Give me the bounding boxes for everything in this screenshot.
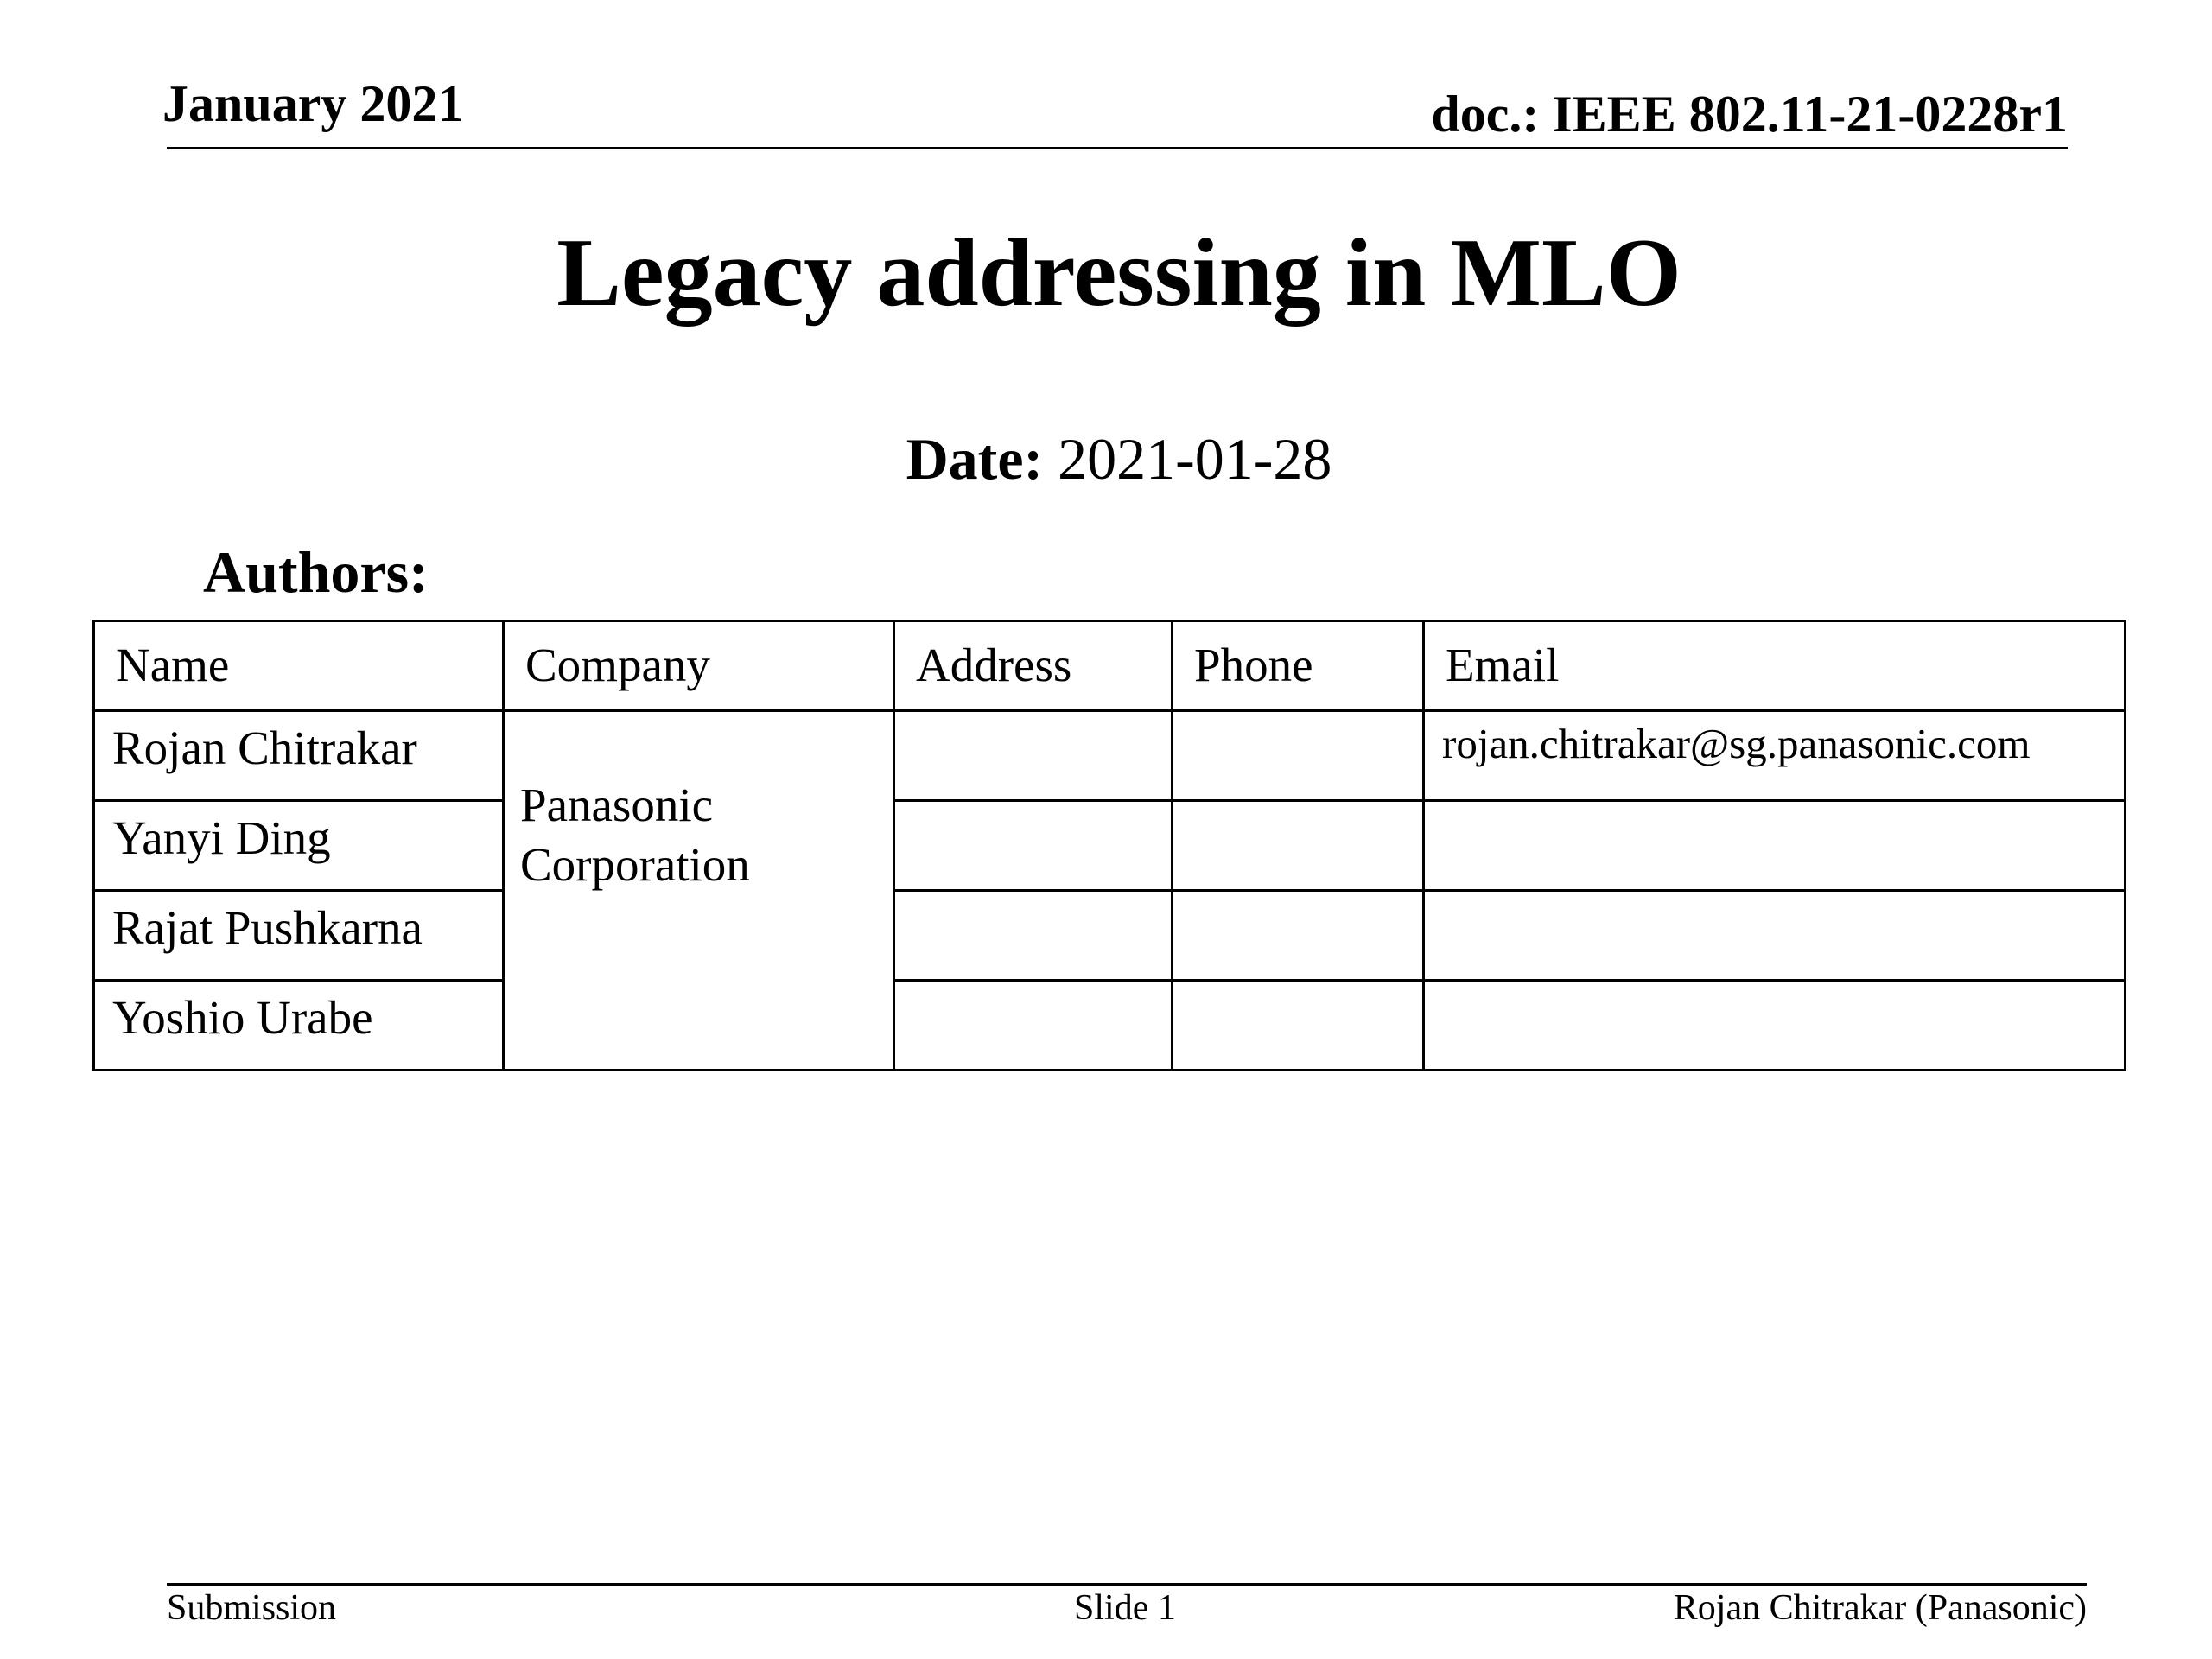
table-header-row	[94, 621, 2126, 711]
table-row	[94, 801, 2126, 891]
author-name: Rojan Chitrakar	[94, 711, 504, 801]
author-email	[1424, 981, 2126, 1071]
date-line	[0, 426, 2212, 492]
author-name: Rajat Pushkarna	[94, 891, 504, 981]
column-header-phone: Phone	[1173, 621, 1424, 711]
author-address	[894, 981, 1173, 1071]
header-date: January 2021	[162, 75, 464, 132]
table-row	[94, 981, 2126, 1071]
column-header-company: Company	[504, 621, 894, 711]
author-phone	[1173, 801, 1424, 891]
column-header-name: Name	[94, 621, 504, 711]
footer-author: Rojan Chitrakar (Panasonic)	[1673, 1588, 2087, 1628]
authors-table	[92, 620, 2126, 1071]
header-doc-id: doc.: IEEE 802.11-21-0228r1	[1431, 86, 2068, 143]
author-email: rojan.chitrakar@sg.panasonic.com	[1424, 711, 2126, 801]
date-label: Date:	[906, 426, 1044, 492]
author-address	[894, 711, 1173, 801]
header-divider	[167, 147, 2068, 149]
column-header-address: Address	[894, 621, 1173, 711]
author-address	[894, 801, 1173, 891]
author-phone	[1173, 711, 1424, 801]
table-row	[94, 891, 2126, 981]
authors-heading: Authors:	[203, 539, 429, 605]
footer-slide-number: Slide 1	[1074, 1588, 1176, 1628]
author-phone	[1173, 981, 1424, 1071]
date-value: 2021-01-28	[1058, 426, 1332, 492]
slide-title: Legacy addressing in MLO	[556, 219, 1681, 327]
author-address	[894, 891, 1173, 981]
footer-submission: Submission	[167, 1588, 337, 1628]
author-email	[1424, 801, 2126, 891]
column-header-email: Email	[1424, 621, 2126, 711]
author-company: Panasonic Corporation	[504, 711, 894, 1071]
author-name: Yanyi Ding	[94, 801, 504, 891]
table-row	[94, 711, 2126, 801]
author-email	[1424, 891, 2126, 981]
author-phone	[1173, 891, 1424, 981]
footer-divider	[167, 1583, 2087, 1586]
author-name: Yoshio Urabe	[94, 981, 504, 1071]
